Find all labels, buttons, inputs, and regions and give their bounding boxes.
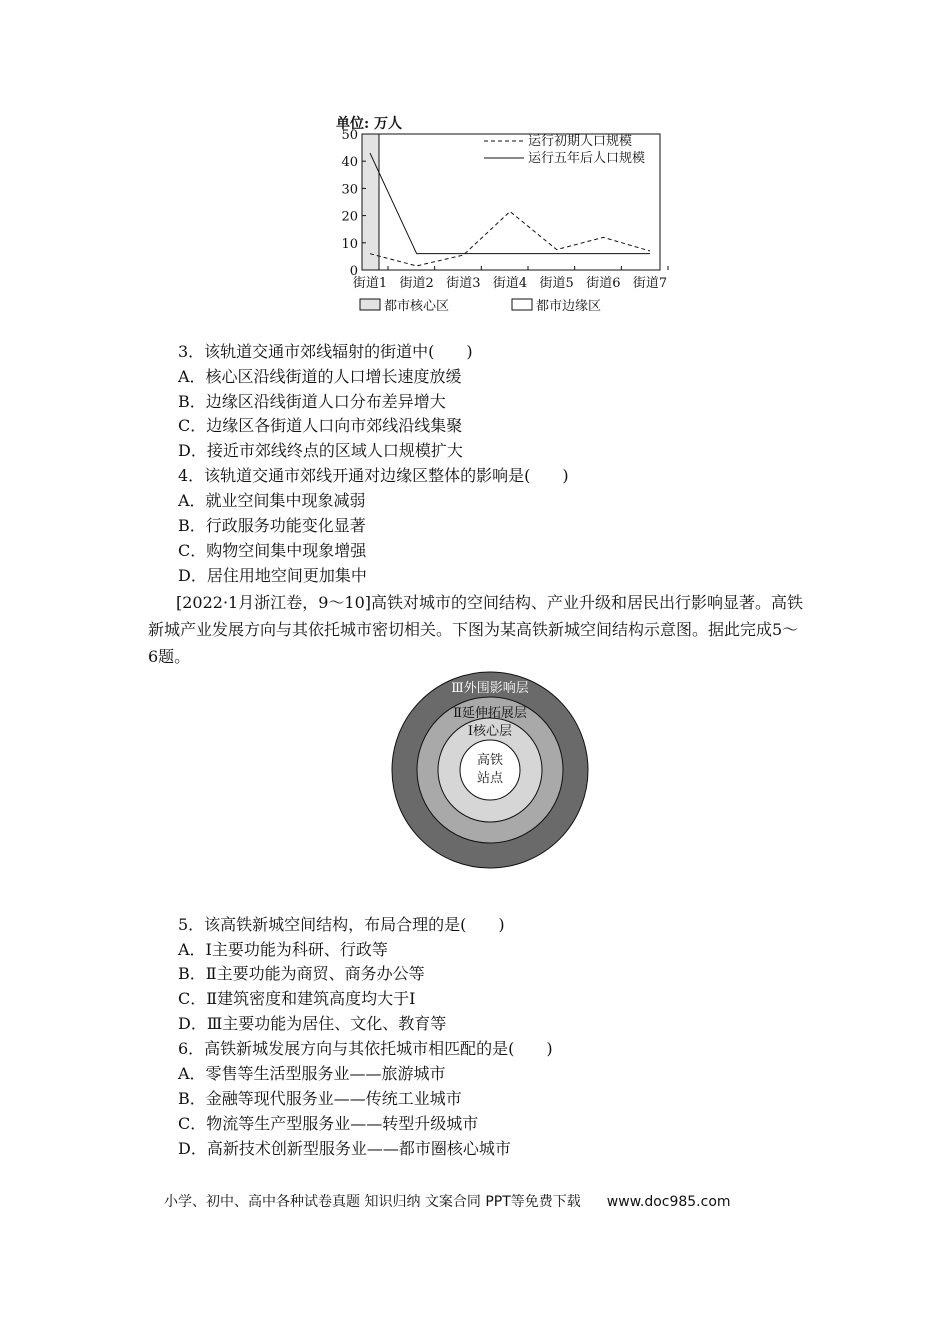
q3-option-c: C．边缘区各街道人口向市郊线沿线集聚 [178,416,463,435]
station-label-line2: 站点 [476,771,504,786]
q6-stem: 6．高铁新城发展方向与其依托城市相匹配的是( ) [178,1039,553,1058]
station-label-line1: 高铁 [476,753,504,768]
q4-option-d: D．居住用地空间更加集中 [178,566,367,585]
zone-legend-label: 都市边缘区 [536,299,602,314]
q3-option-a: A．核心区沿线街道的人口增长速度放缓 [178,367,462,386]
q5-option-d: D．Ⅲ主要功能为居住、文化、教育等 [178,1014,447,1033]
intro-paragraph: [2022·1月浙江卷，9～10]高铁对城市的空间结构、产业升级和居民出行影响显著。高铁新城产业发展方向与其依托城市密切相关。下图为某高铁新城空间结构示意图。据此完成5～6题。 [148,593,804,666]
y-tick-label: 40 [341,155,358,171]
x-tick-label: 街道7 [632,276,668,291]
x-tick-label: 街道4 [492,276,528,291]
q4-option-a: A．就业空间集中现象减弱 [178,491,366,510]
q5-option-b: B．Ⅱ主要功能为商贸、商务办公等 [178,964,425,983]
y-tick-label: 0 [349,264,358,279]
outer-layer-label: Ⅲ外围影响层 [451,681,529,696]
x-tick-label: 街道3 [446,276,481,291]
q6-option-b: B．金融等现代服务业——传统工业城市 [178,1089,462,1108]
q6-option-d: D．高新技术创新型服务业——都市圈核心城市 [178,1139,511,1158]
x-tick-label: 街道2 [399,276,434,291]
ring-diagram [390,670,590,870]
x-tick-label: 街道6 [586,276,621,291]
middle-layer-label: Ⅱ延伸拓展层 [453,706,527,721]
series-lines [370,153,650,266]
y-tick-label: 10 [341,236,358,252]
x-tick-label: 街道1 [352,276,388,291]
q4-option-b: B．行政服务功能变化显著 [178,516,366,535]
zone-legend-swatch [512,299,532,310]
q6-option-c: C．物流等生产型服务业——转型升级城市 [178,1114,479,1133]
zone-legend-swatch [360,299,380,310]
footer-text: 小学、初中、高中各种试卷真题 知识归纳 文案合同 PPT等免费下载 [164,1194,581,1210]
q3-option-b: B．边缘区沿线街道人口分布差异增大 [178,392,446,411]
series-initial-line [370,212,650,266]
q4-option-c: C．购物空间集中现象增强 [178,541,367,560]
q5-option-c: C．Ⅱ建筑密度和建筑高度均大于Ⅰ [178,989,416,1008]
q6-option-a: A．零售等生活型服务业——旅游城市 [178,1064,446,1083]
q5-option-a: A．Ⅰ主要功能为科研、行政等 [178,940,388,959]
y-tick-label: 50 [341,128,358,143]
y-tick-label: 20 [341,209,358,225]
station-circle [460,740,520,800]
q4-stem: 4．该轨道交通市郊线开通对边缘区整体的影响是( ) [178,466,569,485]
chart-unit-label: 单位: 万人 [336,116,403,132]
chart-legend [484,133,645,166]
legend-label: 运行初期人口规模 [528,134,633,149]
q5-stem: 5．该高铁新城空间结构，布局合理的是( ) [178,915,505,934]
q3-stem: 3．该轨道交通市郊线辐射的街道中( ) [178,342,473,361]
zone-legend-label: 都市核心区 [384,299,450,314]
core-layer-label: Ⅰ核心层 [467,724,513,739]
x-tick-label: 街道5 [539,276,574,291]
zone-legend [360,298,601,314]
footer-site-link[interactable]: www.doc985.com [606,1194,731,1210]
population-line-chart [300,112,680,322]
page-footer [164,1192,731,1212]
y-tick-label: 30 [341,182,358,198]
legend-label: 运行五年后人口规模 [528,151,646,166]
q3-option-d: D．接近市郊线终点的区域人口规模扩大 [178,441,463,460]
